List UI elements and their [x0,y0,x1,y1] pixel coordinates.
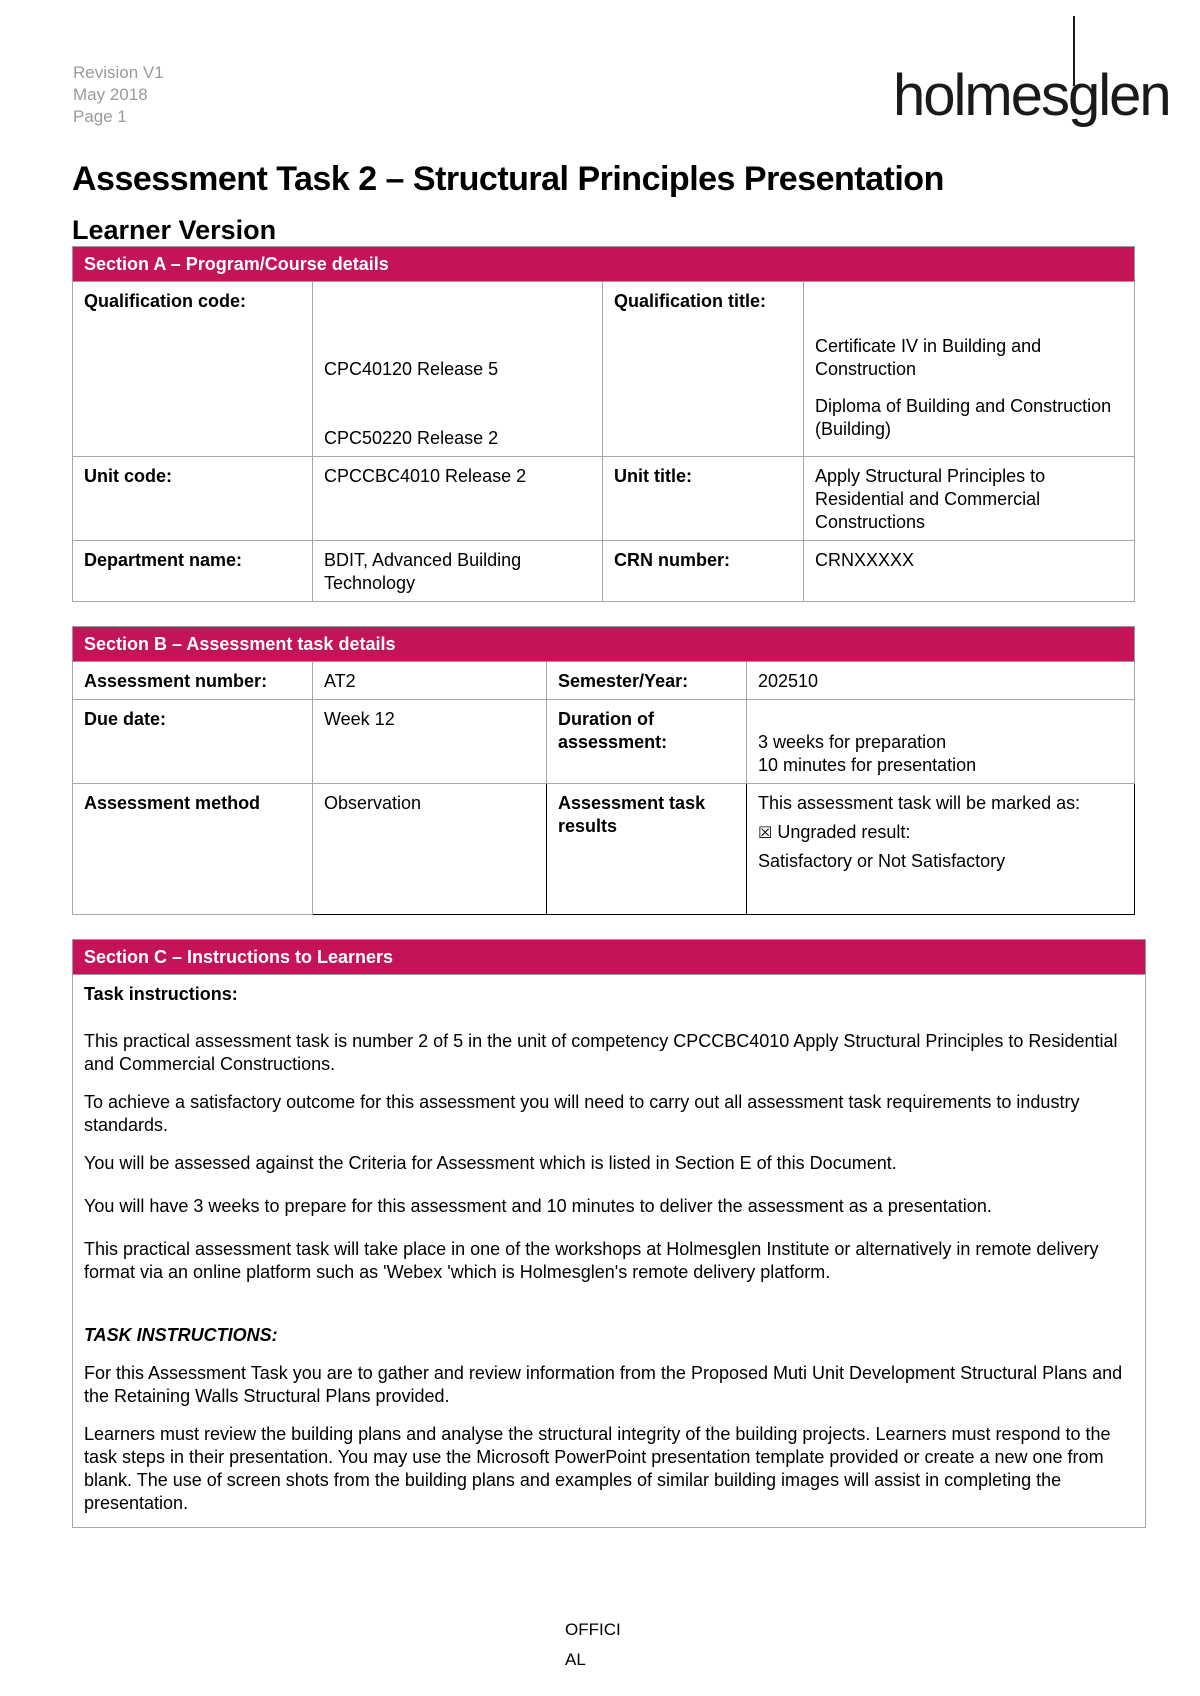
unit-code-value: CPCCBC4010 Release 2 [313,457,603,541]
document-subtitle: Learner Version [72,215,277,245]
assessment-method-value: Observation [313,784,547,915]
department-label: Department name: [73,541,313,602]
instruction-paragraph-4: You will have 3 weeks to prepare for this assessment and 10 minutes to deliver the assessment as a presentation. [84,1196,992,1216]
semester-value: 202510 [747,662,1135,700]
assessment-number-value: AT2 [313,662,547,700]
section-a-heading: Section A – Program/Course details [73,247,1135,282]
instruction-paragraph-1: This practical assessment task is number 2 of 5 in the unit of competency CPCCBC4010 Apply Structural Principles to Residential and Commercial Constructions. [84,1031,1118,1074]
unit-title-label: Unit title: [603,457,804,541]
task-instructions-label: Task instructions: [84,984,238,1004]
qualification-title-1: Certificate IV in Building and Construction [815,336,1042,379]
revision-label: Revision V1 [73,63,164,82]
section-a-header-row [73,247,1135,282]
duration-cell [747,700,1135,784]
revision-info [73,62,164,128]
method-row [73,784,1135,915]
qualification-code-label: Qualification code: [73,282,313,457]
qualification-row [73,282,1135,457]
section-a-table [72,246,1135,602]
instruction-paragraph-3: You will be assessed against the Criteria for Assessment which is listed in Section E of this Document. [84,1153,897,1173]
duration-label: Duration of assessment: [547,700,747,784]
qualification-code-2: CPC50220 Release 2 [324,428,499,448]
classification-footer [565,1615,621,1675]
instruction-paragraph-7: Learners must review the building plans and analyse the structural integrity of the building projects. Learners must respond to the task steps in their presentation. You may use the Microsoft PowerPoint presentation template provided or create a new one from blank. The use of screen shots from the building plans and examples of similar building images will assist in completing the presentation. [84,1424,1111,1513]
qualification-title-label: Qualification title: [603,282,804,457]
unit-title-value: Apply Structural Principles to Residential and Commercial Constructions [804,457,1135,541]
assessment-results-label: Assessment task results [547,784,747,915]
footer-line-1: OFFICI [565,1620,621,1639]
footer-line-2: AL [565,1650,586,1669]
unit-row [73,457,1135,541]
holmesglen-logo [893,16,1170,128]
section-b-header-row [73,627,1135,662]
assessment-number-row [73,662,1135,700]
due-date-label: Due date: [73,700,313,784]
qualification-code-cell [313,282,603,457]
crn-value: CRNXXXXX [804,541,1135,602]
instruction-paragraph-5: This practical assessment task will take place in one of the workshops at Holmesglen Institute or alternatively in remote delivery format via an online platform such as 'Webex 'which is Holmesglen's remote delivery platform. [84,1239,1099,1282]
due-date-value: Week 12 [313,700,547,784]
department-row [73,541,1135,602]
checked-box-icon: ☒ [758,823,773,842]
instruction-paragraph-6: For this Assessment Task you are to gather and review information from the Proposed Muti Unit Development Structural Plans and the Retaining Walls Structural Plans provided. [84,1363,1123,1406]
qualification-title-cell [804,282,1135,457]
semester-label: Semester/Year: [547,662,747,700]
document-title: Assessment Task 2 – Structural Principles Presentation [72,160,944,198]
crn-label: CRN number: [603,541,804,602]
results-line-3: Satisfactory or Not Satisfactory [758,851,1006,871]
section-c-heading: Section C – Instructions to Learners [73,940,1146,975]
logo-text: holmesglen [893,63,1170,128]
unit-code-label: Unit code: [73,457,313,541]
section-c-body-row [73,975,1146,1528]
page-number: Page 1 [73,107,127,126]
qualification-title-2: Diploma of Building and Construction (Building) [815,396,1112,439]
assessment-results-cell [747,784,1135,915]
assessment-number-label: Assessment number: [73,662,313,700]
revision-date: May 2018 [73,85,148,104]
section-c-body [73,975,1146,1528]
section-c-header-row [73,940,1146,975]
duration-presentation: 10 minutes for presentation [758,755,977,775]
instruction-paragraph-2: To achieve a satisfactory outcome for this assessment you will need to carry out all assessment task requirements to industry standards. [84,1092,1080,1135]
duration-preparation: 3 weeks for preparation [758,732,947,752]
task-instructions-caps-heading: TASK INSTRUCTIONS: [84,1325,278,1345]
department-value: BDIT, Advanced Building Technology [313,541,603,602]
results-line-2: Ungraded result: [777,822,911,842]
section-c-table [72,939,1146,1528]
section-b-table [72,626,1135,915]
due-date-row [73,700,1135,784]
results-line-1: This assessment task will be marked as: [758,793,1081,813]
qualification-code-1: CPC40120 Release 5 [324,359,499,379]
section-b-heading: Section B – Assessment task details [73,627,1135,662]
assessment-method-label: Assessment method [73,784,313,915]
